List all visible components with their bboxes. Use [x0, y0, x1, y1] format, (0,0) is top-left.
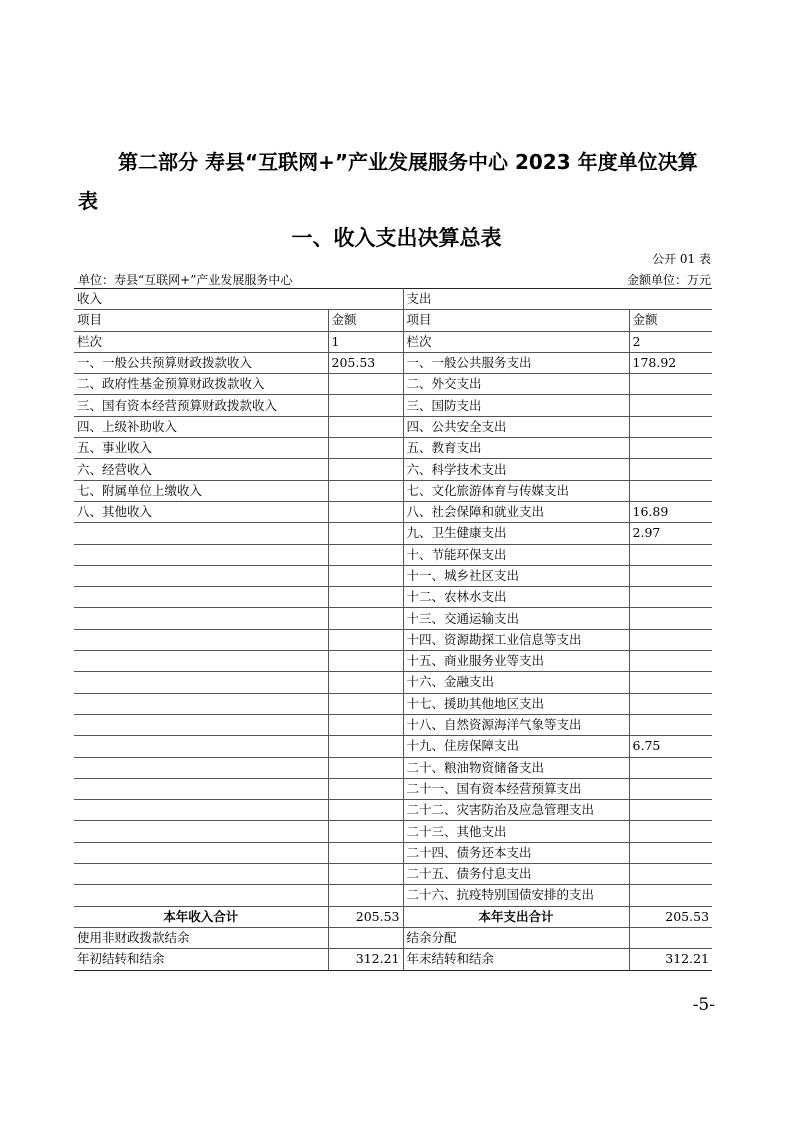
table-row: [74, 608, 712, 629]
income-item-cell: 三、国有资本经营预算财政拨款收入: [74, 395, 328, 416]
expense-amount-cell: [629, 587, 712, 608]
document-title-continued: 表: [78, 189, 98, 213]
table-row: [74, 416, 712, 437]
expense-item-cell: 十二、农林水支出: [403, 587, 629, 608]
income-amount-cell: 205.53: [328, 352, 403, 373]
expense-item-cell: 二、外交支出: [403, 374, 629, 395]
income-amount-cell: [328, 501, 403, 522]
table-row: [74, 523, 712, 544]
expense-amount-cell: [629, 438, 712, 459]
income-item-cell: [74, 672, 328, 693]
totals-row: [74, 906, 712, 927]
income-item-cell: [74, 565, 328, 586]
income-amount-cell: [328, 480, 403, 501]
income-amount-header: 金额: [328, 310, 403, 331]
expense-item-cell: 一、一般公共服务支出: [403, 352, 629, 373]
expense-amount-cell: [629, 672, 712, 693]
income-amount-cell: [328, 736, 403, 757]
expense-amount-cell: [629, 565, 712, 586]
income-amount-cell: [328, 864, 403, 885]
table-row: [74, 501, 712, 522]
income-item-cell: 七、附属单位上缴收入: [74, 480, 328, 501]
expense-amount-cell: [629, 544, 712, 565]
header-row: [74, 289, 712, 310]
expense-amount-cell: [629, 693, 712, 714]
expense-item-cell: 十一、城乡社区支出: [403, 565, 629, 586]
table-row: [74, 693, 712, 714]
expense-item-cell: 五、教育支出: [403, 438, 629, 459]
expense-item-cell: 七、文化旅游体育与传媒支出: [403, 480, 629, 501]
table-row: [74, 395, 712, 416]
expense-item-cell: 二十五、债务付息支出: [403, 864, 629, 885]
income-amount-cell: [328, 629, 403, 650]
income-balance-item: 年初结转和结余: [74, 949, 328, 970]
income-amount-cell: [328, 459, 403, 480]
income-item-cell: [74, 778, 328, 799]
income-amount-cell: [328, 374, 403, 395]
table-row: [74, 352, 712, 373]
expense-item-cell: 二十、粮油物资储备支出: [403, 757, 629, 778]
table-row: [74, 587, 712, 608]
column-header-row: [74, 310, 712, 331]
expense-item-cell: 二十一、国有资本经营预算支出: [403, 778, 629, 799]
expense-item-cell: 十、节能环保支出: [403, 544, 629, 565]
expense-amount-cell: [629, 651, 712, 672]
expense-item-cell: 八、社会保障和就业支出: [403, 501, 629, 522]
expense-item-cell: 九、卫生健康支出: [403, 523, 629, 544]
table-row: [74, 438, 712, 459]
col-label-income: 栏次: [74, 331, 328, 352]
expense-balance-item: 年末结转和结余: [403, 949, 629, 970]
income-header: 收入: [74, 289, 403, 310]
income-balance-item: 使用非财政拨款结余: [74, 927, 328, 948]
expense-item-cell: 二十三、其他支出: [403, 821, 629, 842]
income-amount-cell: [328, 565, 403, 586]
col-label-expense: 栏次: [403, 331, 629, 352]
expense-amount-cell: 178.92: [629, 352, 712, 373]
expense-item-cell: 二十四、债务还本支出: [403, 842, 629, 863]
expense-amount-cell: [629, 864, 712, 885]
income-amount-cell: [328, 672, 403, 693]
table-title: 一、收入支出决算总表: [291, 226, 502, 250]
income-amount-cell: [328, 778, 403, 799]
expense-item-cell: 三、国防支出: [403, 395, 629, 416]
col-number-1: 1: [328, 331, 403, 352]
income-amount-cell: [328, 693, 403, 714]
income-amount-cell: [328, 842, 403, 863]
table-row: [74, 821, 712, 842]
income-item-cell: [74, 608, 328, 629]
expense-item-cell: 十六、金融支出: [403, 672, 629, 693]
expense-item-cell: 四、公共安全支出: [403, 416, 629, 437]
income-item-header: 项目: [74, 310, 328, 331]
unit-label: 单位：寿县“互联网+”产业发展服务中心: [78, 273, 293, 287]
expense-amount-cell: 2.97: [629, 523, 712, 544]
expense-item-cell: 二十六、抗疫特别国债安排的支出: [403, 885, 629, 906]
income-item-cell: [74, 587, 328, 608]
income-item-cell: [74, 821, 328, 842]
column-number-row: [74, 331, 712, 352]
expense-total-amount: 205.53: [629, 906, 712, 927]
expense-item-cell: 十九、住房保障支出: [403, 736, 629, 757]
col-number-2: 2: [629, 331, 712, 352]
expense-balance-amount: [629, 927, 712, 948]
expense-amount-cell: [629, 459, 712, 480]
income-amount-cell: [328, 395, 403, 416]
income-item-cell: [74, 864, 328, 885]
expense-amount-cell: [629, 480, 712, 501]
expense-amount-cell: [629, 800, 712, 821]
table-row: [74, 629, 712, 650]
balance-row: [74, 927, 712, 948]
expense-item-cell: 十五、商业服务业等支出: [403, 651, 629, 672]
income-item-cell: 一、一般公共预算财政拨款收入: [74, 352, 328, 373]
table-row: [74, 736, 712, 757]
budget-summary-table: [74, 288, 712, 971]
expense-amount-cell: [629, 821, 712, 842]
income-item-cell: 四、上级补助收入: [74, 416, 328, 437]
income-balance-amount: 312.21: [328, 949, 403, 970]
income-item-cell: 八、其他收入: [74, 501, 328, 522]
income-amount-cell: [328, 757, 403, 778]
expense-amount-cell: 6.75: [629, 736, 712, 757]
income-item-cell: [74, 651, 328, 672]
form-id: 公开 01 表: [652, 252, 711, 266]
income-item-cell: 六、经营收入: [74, 459, 328, 480]
expense-item-cell: 十八、自然资源海洋气象等支出: [403, 714, 629, 735]
income-amount-cell: [328, 651, 403, 672]
table-row: [74, 800, 712, 821]
expense-amount-header: 金额: [629, 310, 712, 331]
table-row: [74, 544, 712, 565]
table-row: [74, 842, 712, 863]
income-item-cell: [74, 736, 328, 757]
expense-total-label: 本年支出合计: [403, 906, 629, 927]
income-amount-cell: [328, 800, 403, 821]
income-total-label: 本年收入合计: [74, 906, 328, 927]
document-title: 第二部分 寿县“互联网+”产业发展服务中心 2023 年度单位决算: [118, 150, 698, 174]
expense-amount-cell: [629, 778, 712, 799]
table-row: [74, 714, 712, 735]
income-balance-amount: [328, 927, 403, 948]
table-row: [74, 651, 712, 672]
expense-item-cell: 六、科学技术支出: [403, 459, 629, 480]
income-item-cell: [74, 544, 328, 565]
income-item-cell: [74, 693, 328, 714]
income-item-cell: [74, 757, 328, 778]
income-item-cell: [74, 800, 328, 821]
income-amount-cell: [328, 608, 403, 629]
table-row: [74, 864, 712, 885]
income-amount-cell: [328, 821, 403, 842]
expense-amount-cell: [629, 714, 712, 735]
income-amount-cell: [328, 587, 403, 608]
expense-amount-cell: [629, 757, 712, 778]
income-total-amount: 205.53: [328, 906, 403, 927]
expense-amount-cell: [629, 842, 712, 863]
page-number: -5-: [692, 995, 715, 1015]
expense-amount-cell: [629, 629, 712, 650]
income-amount-cell: [328, 714, 403, 735]
table-row: [74, 480, 712, 501]
table-row: [74, 565, 712, 586]
income-item-cell: [74, 885, 328, 906]
table-row: [74, 885, 712, 906]
income-amount-cell: [328, 885, 403, 906]
table-row: [74, 459, 712, 480]
expense-balance-item: 结余分配: [403, 927, 629, 948]
income-item-cell: [74, 842, 328, 863]
income-item-cell: 五、事业收入: [74, 438, 328, 459]
income-item-cell: 二、政府性基金预算财政拨款收入: [74, 374, 328, 395]
expense-amount-cell: [629, 395, 712, 416]
income-amount-cell: [328, 523, 403, 544]
table-row: [74, 374, 712, 395]
income-amount-cell: [328, 544, 403, 565]
income-item-cell: [74, 629, 328, 650]
income-amount-cell: [328, 416, 403, 437]
amount-unit-label: 金额单位：万元: [626, 273, 711, 287]
expense-item-cell: 十三、交通运输支出: [403, 608, 629, 629]
table-row: [74, 757, 712, 778]
expense-amount-cell: [629, 374, 712, 395]
income-item-cell: [74, 714, 328, 735]
expense-item-cell: 十七、援助其他地区支出: [403, 693, 629, 714]
balance-row: [74, 949, 712, 970]
expense-item-cell: 十四、资源勘探工业信息等支出: [403, 629, 629, 650]
expense-amount-cell: [629, 885, 712, 906]
expense-item-cell: 二十二、灾害防治及应急管理支出: [403, 800, 629, 821]
income-amount-cell: [328, 438, 403, 459]
expense-item-header: 项目: [403, 310, 629, 331]
expense-balance-amount: 312.21: [629, 949, 712, 970]
expense-amount-cell: [629, 608, 712, 629]
expense-amount-cell: [629, 416, 712, 437]
table-row: [74, 672, 712, 693]
expense-header: 支出: [403, 289, 712, 310]
expense-amount-cell: 16.89: [629, 501, 712, 522]
income-item-cell: [74, 523, 328, 544]
table-row: [74, 778, 712, 799]
